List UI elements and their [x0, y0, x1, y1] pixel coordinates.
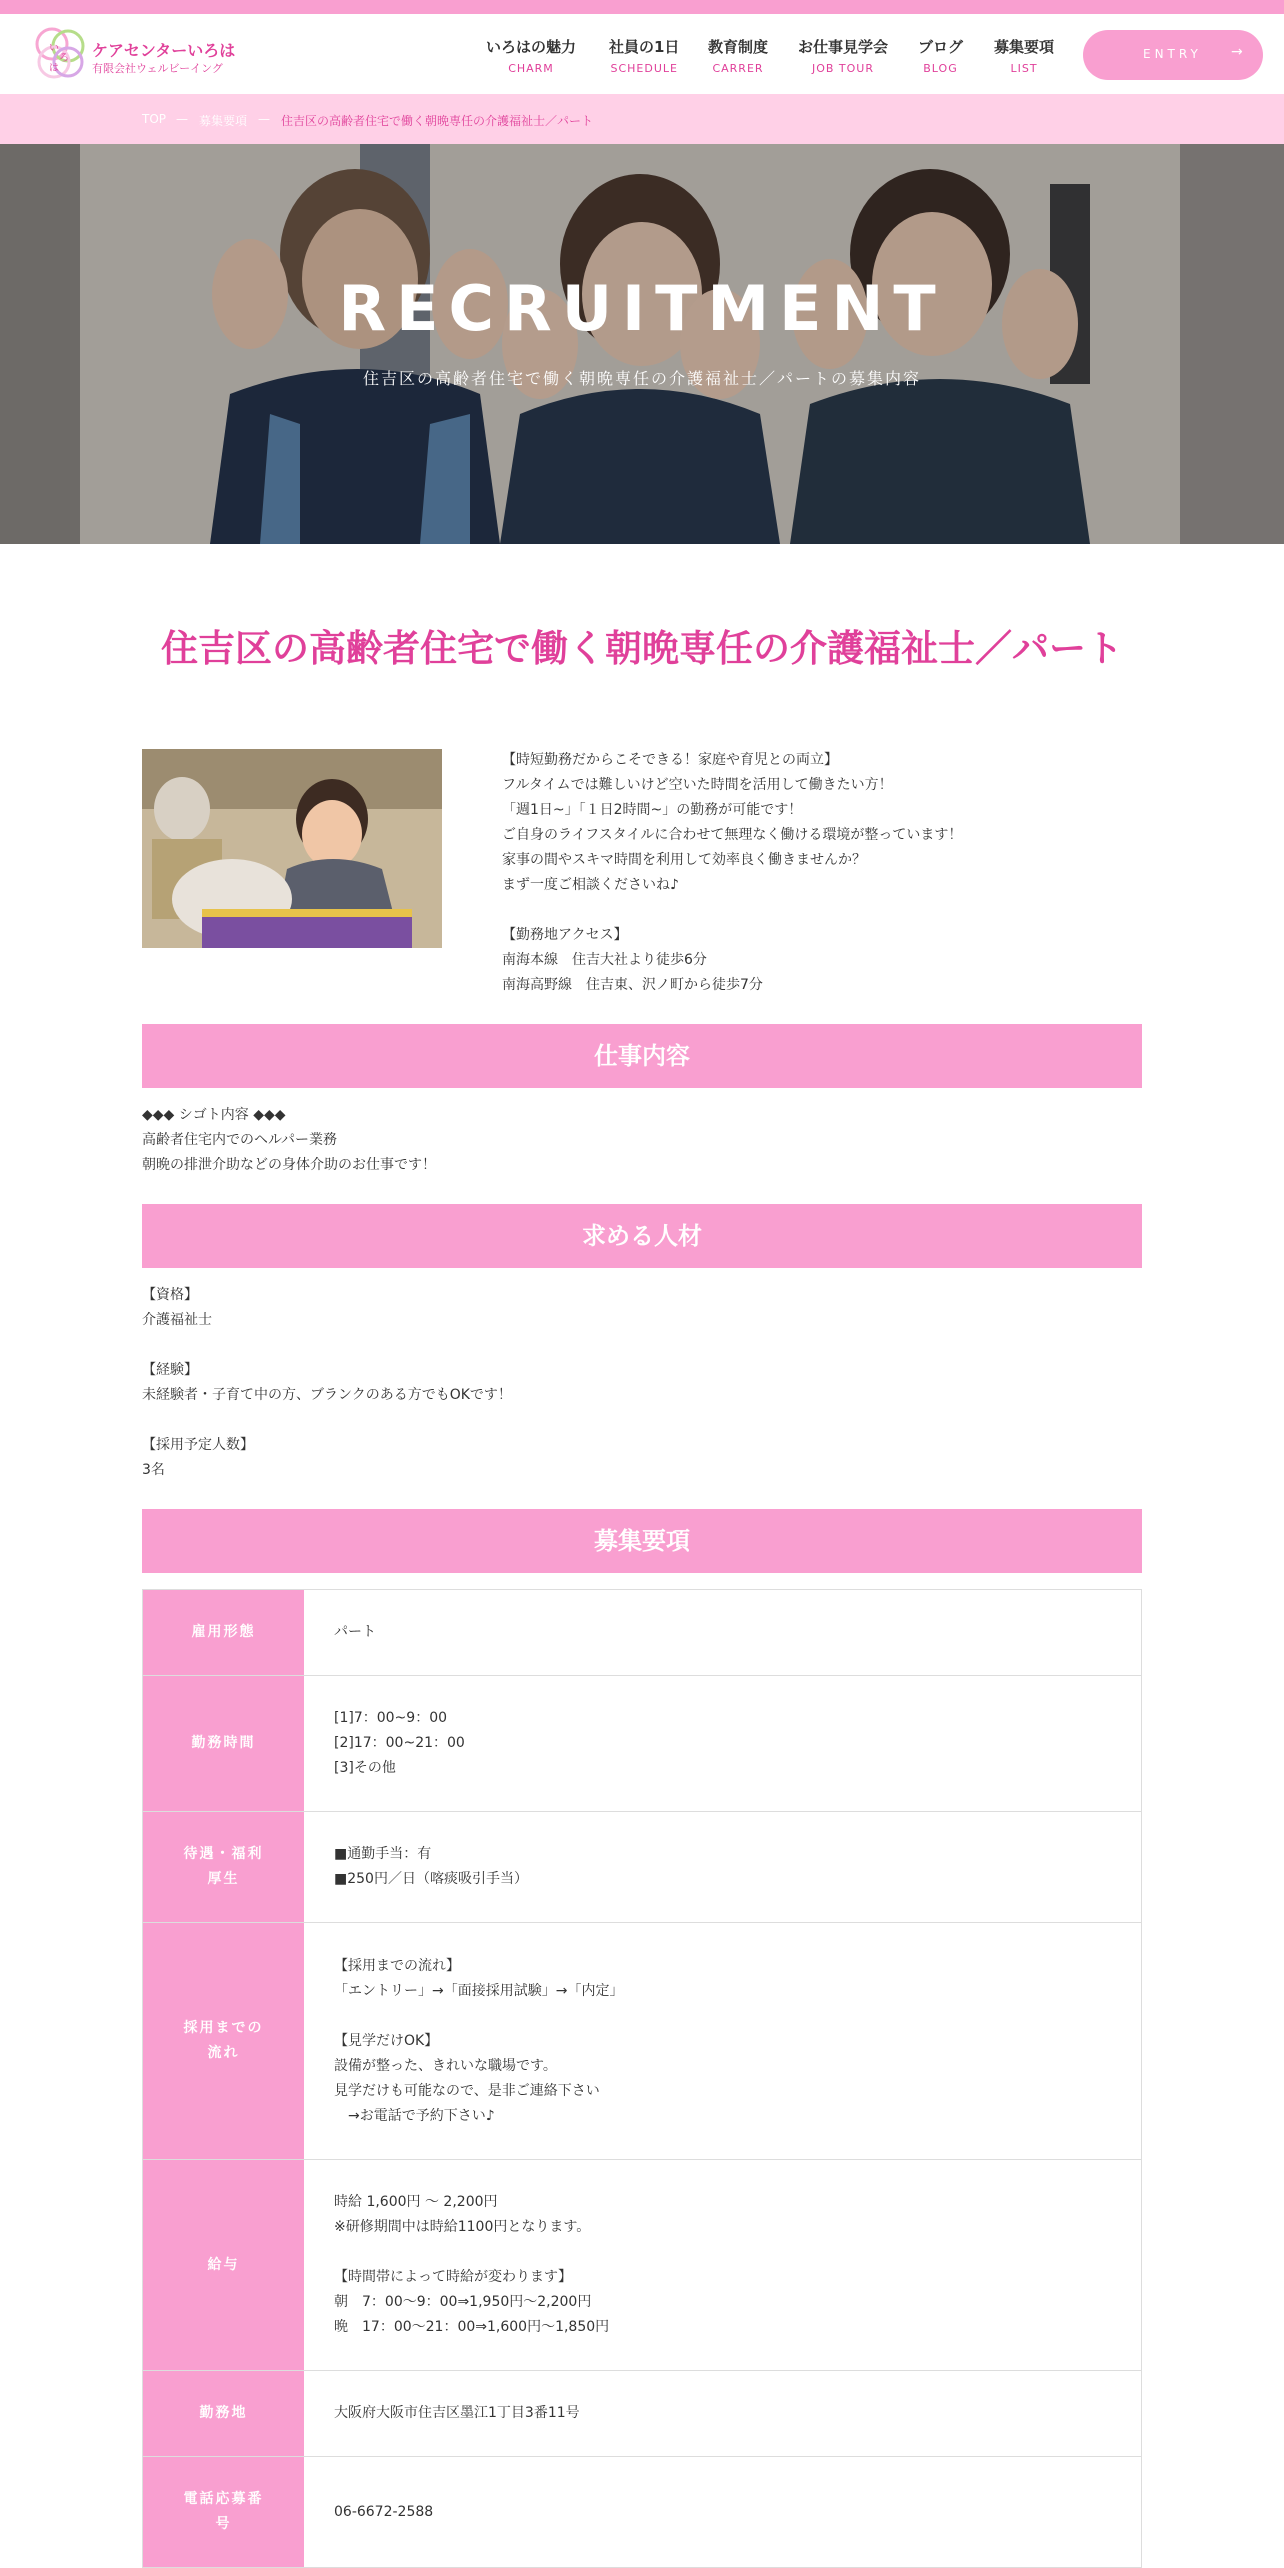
svg-text:ろ: ろ: [59, 53, 69, 64]
breadcrumb: [0, 94, 1284, 144]
svg-text:は: は: [49, 63, 59, 74]
hero-banner: [0, 144, 1284, 544]
job-photo: [142, 749, 442, 948]
nav-label-jp: ブログ: [918, 38, 964, 56]
section-heading-details: 募集要項: [142, 1509, 1142, 1573]
table-row: [143, 2457, 1141, 2568]
table-value: [1]7：00~9：00 [2]17：00~21：00 [3]その他: [334, 1710, 465, 1776]
section-heading-work: 仕事内容: [142, 1024, 1142, 1088]
job-details-table: [142, 1589, 1142, 2568]
top-accent-bar: [0, 0, 1284, 14]
site-logo[interactable]: [32, 24, 236, 84]
table-label: 勤務地: [143, 2371, 304, 2456]
entry-label: ENTRY: [1143, 47, 1202, 61]
nav-label-en: BLOG: [923, 62, 958, 75]
table-value: ■通勤手当：有 ■250円／日（喀痰吸引手当）: [334, 1846, 528, 1887]
section-heading-wanted: 求める人材: [142, 1204, 1142, 1268]
logo-name: ケアセンターいろは: [92, 41, 236, 60]
nav-label-en: LIST: [1010, 62, 1038, 75]
table-row: [143, 1676, 1141, 1812]
table-row: [143, 1590, 1141, 1676]
job-title: 住吉区の高齢者住宅で働く朝晩専任の介護福祉士／パート: [161, 627, 1123, 670]
table-value: 【採用までの流れ】 「エントリー」→「面接採用試験」→「内定」 【見学だけOK】 設備が整った、きれいな職場です。 見学だけも可能なので、是非ご連絡下さい →お電話で予約下さい♪: [334, 1957, 624, 2124]
nav-label-jp: 社員の1日: [609, 38, 680, 56]
table-row: [143, 1812, 1141, 1923]
table-row: [143, 2371, 1141, 2457]
nav-label-en: CARRER: [712, 62, 764, 75]
job-photo-image: [142, 749, 442, 948]
nav-item-carrer[interactable]: [708, 36, 768, 75]
breadcrumb-separator: —: [258, 112, 270, 126]
section-body-work: ◆◆◆ シゴト内容 ◆◆◆ 高齢者住宅内でのヘルパー業務 朝晩の排泄介助などの身体介助のお仕事です！: [142, 1107, 436, 1173]
nav-label-jp: お仕事見学会: [798, 38, 889, 56]
hero-title: RECRUITMENT: [338, 272, 946, 345]
table-value: 大阪府大阪市住吉区墨江1丁目3番11号: [334, 2405, 580, 2421]
nav-label-jp: 募集要項: [994, 38, 1055, 56]
table-label: 給与: [143, 2160, 304, 2370]
table-row: [143, 1923, 1141, 2160]
nav-label-jp: いろはの魅力: [486, 38, 577, 56]
entry-button[interactable]: [1083, 30, 1263, 80]
table-label: 雇用形態: [143, 1590, 304, 1675]
logo-company: 有限会社ウェルビーイング: [92, 62, 223, 75]
table-label: 電話応募番 号: [143, 2457, 304, 2567]
arrow-right-icon: →: [1231, 44, 1243, 60]
table-label: 採用までの 流れ: [143, 1923, 304, 2159]
table-label: 勤務時間: [143, 1676, 304, 1811]
nav-label-jp: 教育制度: [708, 38, 769, 56]
table-value: 時給 1,600円 ～ 2,200円 ※研修期間中は時給1100円となります。 【時間帯によって時給が変わります】 朝 7：00～9：00⇒1,950円～2,200円 晩 17：00～21：00⇒1,600円～1,850円: [334, 2194, 610, 2335]
nav-item-list[interactable]: [994, 36, 1054, 75]
breadcrumb-list-link[interactable]: 募集要項: [199, 114, 248, 128]
table-value: パート: [334, 1624, 376, 1640]
nav-item-charm[interactable]: [486, 36, 576, 75]
job-intro-text: 【時短勤務だからこそできる！家庭や育児との両立】 フルタイムでは難しいけど空いた時間を活用して働きたい方！ 「週1日~」「１日2時間~」の勤務が可能です！ ご自身のライフスタイルに合わせて無理なく働ける環境が整っています！ 家事の間やスキマ時間を利用して効率良く働きませんか？ まず一度ご相談くださいね♪ 【勤務地アクセス】 南海本線 住吉大社より徒歩6分 南海高野線 住吉東、沢ノ町から徒歩7分: [502, 752, 963, 993]
breadcrumb-current: 住吉区の高齢者住宅で働く朝晩専任の介護福祉士／パート: [281, 114, 594, 128]
site-header: [0, 14, 1284, 94]
nav-item-job-tour[interactable]: [798, 36, 888, 75]
breadcrumb-separator: —: [176, 112, 188, 126]
nav-label-en: CHARM: [508, 62, 554, 75]
breadcrumb-top-link[interactable]: TOP: [142, 112, 167, 126]
nav-label-en: SCHEDULE: [610, 62, 678, 75]
svg-text:い: い: [49, 43, 59, 54]
section-body-wanted: 【資格】 介護福祉士 【経験】 未経験者・子育て中の方、ブランクのある方でもOKです！ 【採用予定人数】 3名: [142, 1287, 512, 1478]
nav-item-blog[interactable]: [918, 36, 963, 75]
table-label: 待遇・福利 厚生: [143, 1812, 304, 1922]
nav-item-schedule[interactable]: [609, 36, 679, 75]
table-value: 06-6672-2588: [334, 2503, 434, 2520]
nav-label-en: JOB TOUR: [811, 62, 875, 75]
table-row: [143, 2160, 1141, 2371]
logo-flower-icon: [32, 24, 88, 82]
hero-subtitle: 住吉区の高齢者住宅で働く朝晩専任の介護福祉士／パートの募集内容: [362, 369, 921, 388]
